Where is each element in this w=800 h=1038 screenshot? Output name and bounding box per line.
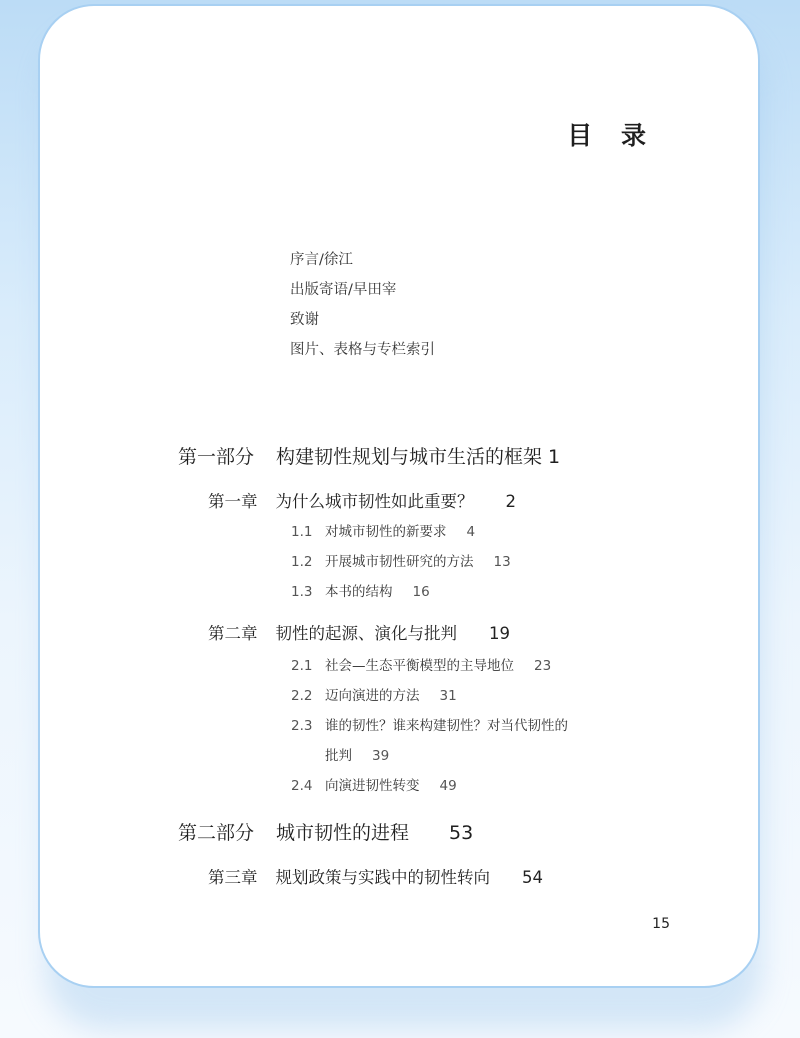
chapter2-page: 19 xyxy=(489,624,510,643)
part1-title: 构建韧性规划与城市生活的框架 xyxy=(276,446,543,468)
section-2-4 xyxy=(291,774,457,794)
chapter2-label: 第二章 xyxy=(208,624,258,643)
section-number: 2.2 xyxy=(291,688,313,704)
section-page: 23 xyxy=(534,658,552,674)
front-matter-preface: 序言/徐江 xyxy=(290,252,353,268)
section-number: 2.3 xyxy=(291,718,313,734)
section-title: 本书的结构 xyxy=(325,584,393,600)
section-page: 4 xyxy=(466,524,476,540)
section-title: 向演进韧性转变 xyxy=(325,778,420,794)
chapter3-label: 第三章 xyxy=(208,868,258,887)
chapter2-heading xyxy=(208,620,510,644)
section-title: 开展城市韧性研究的方法 xyxy=(325,554,474,570)
chapter1-page: 2 xyxy=(505,492,516,511)
section-title: 迈向演进的方法 xyxy=(325,688,420,704)
section-number: 1.3 xyxy=(291,584,313,600)
part1-heading xyxy=(178,442,560,469)
chapter3-heading xyxy=(208,864,543,888)
section-number: 1.2 xyxy=(291,554,313,570)
section-number: 2.4 xyxy=(291,778,313,794)
front-matter-publisher-note: 出版寄语/早田宰 xyxy=(290,282,397,298)
section-page: 31 xyxy=(439,688,457,704)
chapter1-label: 第一章 xyxy=(208,492,258,511)
chapter1-title: 为什么城市韧性如此重要？ xyxy=(275,492,474,511)
front-matter-figure-index: 图片、表格与专栏索引 xyxy=(290,342,435,358)
page-number: 15 xyxy=(652,916,670,932)
section-page: 13 xyxy=(493,554,511,570)
section-2-3 xyxy=(291,714,568,734)
section-page: 16 xyxy=(412,584,430,600)
section-1-3 xyxy=(291,580,430,600)
section-title: 社会—生态平衡模型的主导地位 xyxy=(325,658,514,674)
section-number: 1.1 xyxy=(291,524,313,540)
toc-title: 目 录 xyxy=(567,121,656,150)
part2-title: 城市韧性的进程 xyxy=(276,822,410,844)
chapter2-title: 韧性的起源、演化与批判 xyxy=(275,624,457,643)
section-2-3-continued xyxy=(325,744,389,764)
section-title: 对城市韧性的新要求 xyxy=(325,524,447,540)
section-number: 2.1 xyxy=(291,658,313,674)
part2-heading xyxy=(178,818,473,845)
chapter1-heading xyxy=(208,488,516,512)
section-2-1 xyxy=(291,654,551,674)
section-1-1 xyxy=(291,520,475,540)
section-title-continued: 批判 xyxy=(325,748,352,764)
book-page xyxy=(38,4,760,988)
chapter3-page: 54 xyxy=(522,868,543,887)
section-2-2 xyxy=(291,684,457,704)
part2-label: 第二部分 xyxy=(178,822,255,844)
part2-page: 53 xyxy=(449,822,474,844)
section-page: 39 xyxy=(372,748,390,764)
chapter3-title: 规划政策与实践中的韧性转向 xyxy=(275,868,490,887)
section-1-2 xyxy=(291,550,511,570)
section-title: 谁的韧性？谁来构建韧性？对当代韧性的 xyxy=(325,718,568,734)
front-matter-acknowledgements: 致谢 xyxy=(290,312,319,328)
section-page: 49 xyxy=(439,778,457,794)
part1-page: 1 xyxy=(548,446,561,468)
part1-label: 第一部分 xyxy=(178,446,255,468)
